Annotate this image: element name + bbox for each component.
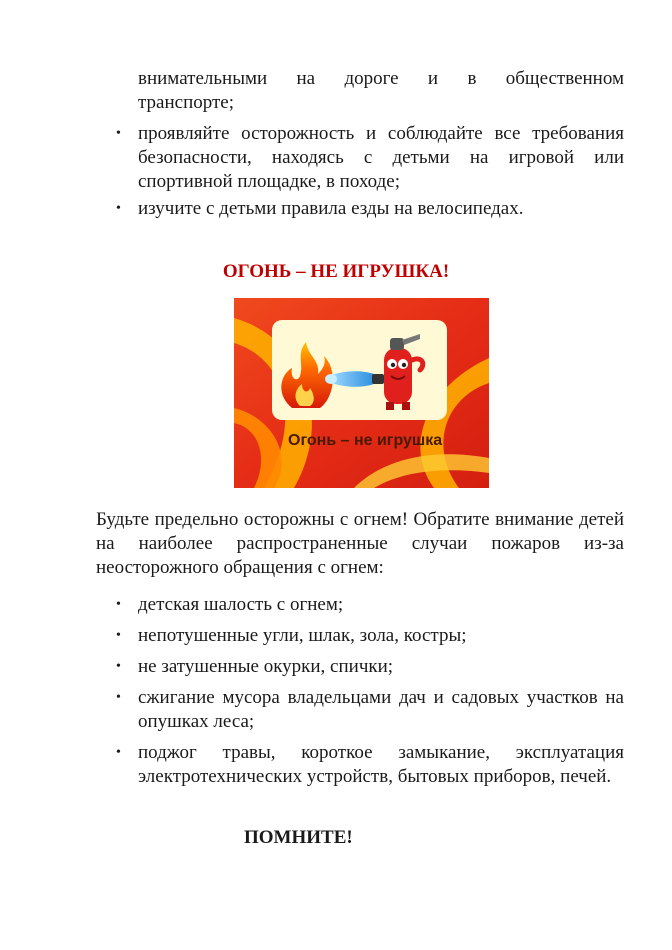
- continuation-line-2: транспорте;: [138, 92, 235, 113]
- list-item: • поджог травы, короткое замыкание, эксплуатация электротехнических устройств, бытовых приборов, печей.: [97, 741, 624, 789]
- remember-heading: ПОМНИТЕ!: [244, 827, 353, 848]
- list-item: • изучите с детьми правила езды на велосипедах.: [97, 197, 624, 221]
- continuation-text: [138, 67, 624, 115]
- continuation-line-1: внимательными на дороге и в общественном: [138, 68, 624, 89]
- list-item: • не затушенные окурки, спички;: [97, 655, 624, 679]
- list-item: • непотушенные угли, шлак, зола, костры;: [97, 624, 624, 648]
- illustration-caption: Огонь – не игрушка: [288, 432, 443, 449]
- fire-causes-list: [97, 593, 624, 796]
- safety-tips-list: [97, 122, 624, 224]
- fire-section-heading: ОГОНЬ – НЕ ИГРУШКА!: [222, 261, 450, 282]
- fire-warning-paragraph: Будьте предельно осторожны с огнем! Обратите внимание детей на наиболее распространенные случаи пожаров из-за неосторожного обращения с огнем:: [96, 509, 624, 578]
- list-item: • детская шалость с огнем;: [97, 593, 624, 617]
- fire-extinguisher-illustration: [234, 298, 489, 488]
- list-item: • сжигание мусора владельцами дач и садовых участков на опушках леса;: [97, 686, 624, 734]
- list-item: • проявляйте осторожность и соблюдайте все требования безопасности, находясь с детьми на игровой или спортивной площадке, в походе;: [97, 122, 624, 194]
